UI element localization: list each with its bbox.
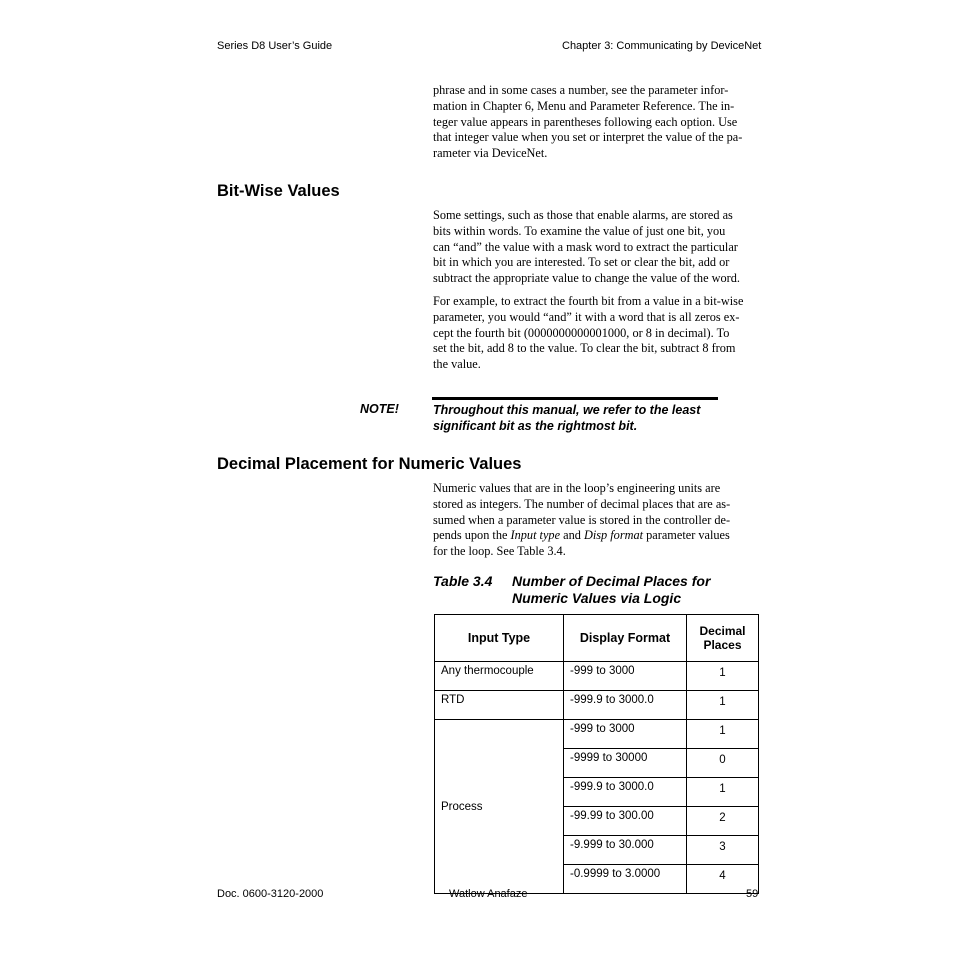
table-row [435, 720, 759, 749]
cell-decimal-places: 3 [687, 836, 759, 865]
table-caption-number: Table 3.4 [433, 573, 493, 589]
cell-display-format: -99.99 to 300.00 [564, 807, 687, 836]
cell-display-format: -999 to 3000 [564, 720, 687, 749]
cell-decimal-places: 1 [687, 720, 759, 749]
text-line: significant bit as the rightmost bit. [433, 419, 638, 433]
table-row [435, 662, 759, 691]
cell-decimal-places: 1 [687, 662, 759, 691]
running-header-right: Chapter 3: Communicating by DeviceNet [562, 40, 762, 52]
text-line: teger value appears in parentheses following each option. Use [433, 114, 738, 129]
bitwise-paragraph-2 [433, 294, 773, 373]
cell-decimal-places: 0 [687, 749, 759, 778]
column-header-decimal-places: Decimal Places [687, 615, 759, 662]
decimal-heading: Decimal Placement for Numeric Values [217, 455, 522, 473]
cell-display-format: -0.9999 to 3.0000 [564, 865, 687, 894]
text-line: stored as integers. The number of decimal places that are as- [433, 496, 731, 511]
text-line: sumed when a parameter value is stored in the controller de- [433, 512, 731, 527]
footer-doc-number: Doc. 0600-3120-2000 [217, 888, 324, 900]
text-line: mation in Chapter 6, Menu and Parameter Reference. The in- [433, 98, 735, 113]
cell-decimal-places: 2 [687, 807, 759, 836]
bitwise-heading: Bit-Wise Values [217, 182, 340, 200]
text-line: For example, to extract the fourth bit from a value in a bit-wise [433, 294, 744, 308]
decimal-places-table [434, 614, 759, 894]
bitwise-paragraph-1 [433, 208, 773, 287]
text-line: bits within words. To examine the value of just one bit, you [433, 223, 726, 238]
parameter-name: Disp format [583, 528, 644, 543]
text-line: Number of Decimal Places for [512, 573, 711, 589]
text-line: Numeric values that are in the loop’s engineering units are [433, 481, 721, 495]
cell-decimal-places: 1 [687, 691, 759, 720]
text-fragment: parameter values [643, 528, 730, 543]
text-line: can “and” the value with a mask word to extract the particular [433, 239, 738, 254]
page-number: 59 [746, 888, 759, 900]
cell-display-format: -9.999 to 30.000 [564, 836, 687, 865]
cell-display-format: -999.9 to 3000.0 [564, 778, 687, 807]
text-line [433, 528, 730, 542]
text-line: parameter, you would “and” it with a word that is all zeros ex- [433, 309, 740, 324]
text-fragment: and [560, 528, 584, 543]
column-header-display-format: Display Format [564, 615, 687, 662]
text-line: rameter via DeviceNet. [433, 146, 548, 161]
running-header-left: Series D8 User’s Guide [217, 40, 333, 52]
table-caption-title [512, 573, 752, 607]
text-line: Some settings, such as those that enable alarms, are stored as [433, 208, 733, 222]
cell-display-format: -9999 to 30000 [564, 749, 687, 778]
note-text [433, 402, 733, 434]
text-line: that integer value when you set or interpret the value of the pa- [433, 130, 743, 145]
intro-paragraph [433, 83, 773, 162]
parameter-name: Input type [510, 528, 561, 543]
column-header-input-type: Input Type [435, 615, 564, 662]
text-line: for the loop. See Table 3.4. [433, 544, 566, 559]
table-header-row [435, 615, 759, 662]
cell-display-format: -999.9 to 3000.0 [564, 691, 687, 720]
text-line: cept the fourth bit (0000000000001000, or 8 in decimal). To [433, 325, 730, 340]
cell-decimal-places: 1 [687, 778, 759, 807]
text-line: bit in which you are interested. To set or clear the bit, add or [433, 255, 730, 270]
text-line: subtract the appropriate value to change the value of the word. [433, 271, 740, 286]
cell-input-type-process: Process [435, 720, 564, 894]
note-rule [432, 397, 718, 400]
text-line: phrase and in some cases a number, see the parameter infor- [433, 83, 729, 97]
table-row [435, 691, 759, 720]
cell-input-type: Any thermocouple [435, 662, 564, 691]
text-fragment: pends upon the [433, 528, 511, 543]
text-line: the value. [433, 357, 481, 372]
footer-company: Watlow Anafaze [449, 888, 528, 900]
cell-display-format: -999 to 3000 [564, 662, 687, 691]
cell-input-type: RTD [435, 691, 564, 720]
text-line: Throughout this manual, we refer to the least [433, 403, 701, 417]
decimal-paragraph [433, 481, 773, 560]
cell-decimal-places: 4 [687, 865, 759, 894]
text-line: Numeric Values via Logic [512, 590, 682, 606]
note-label: NOTE! [360, 402, 399, 416]
text-line: set the bit, add 8 to the value. To clear the bit, subtract 8 from [433, 341, 736, 356]
